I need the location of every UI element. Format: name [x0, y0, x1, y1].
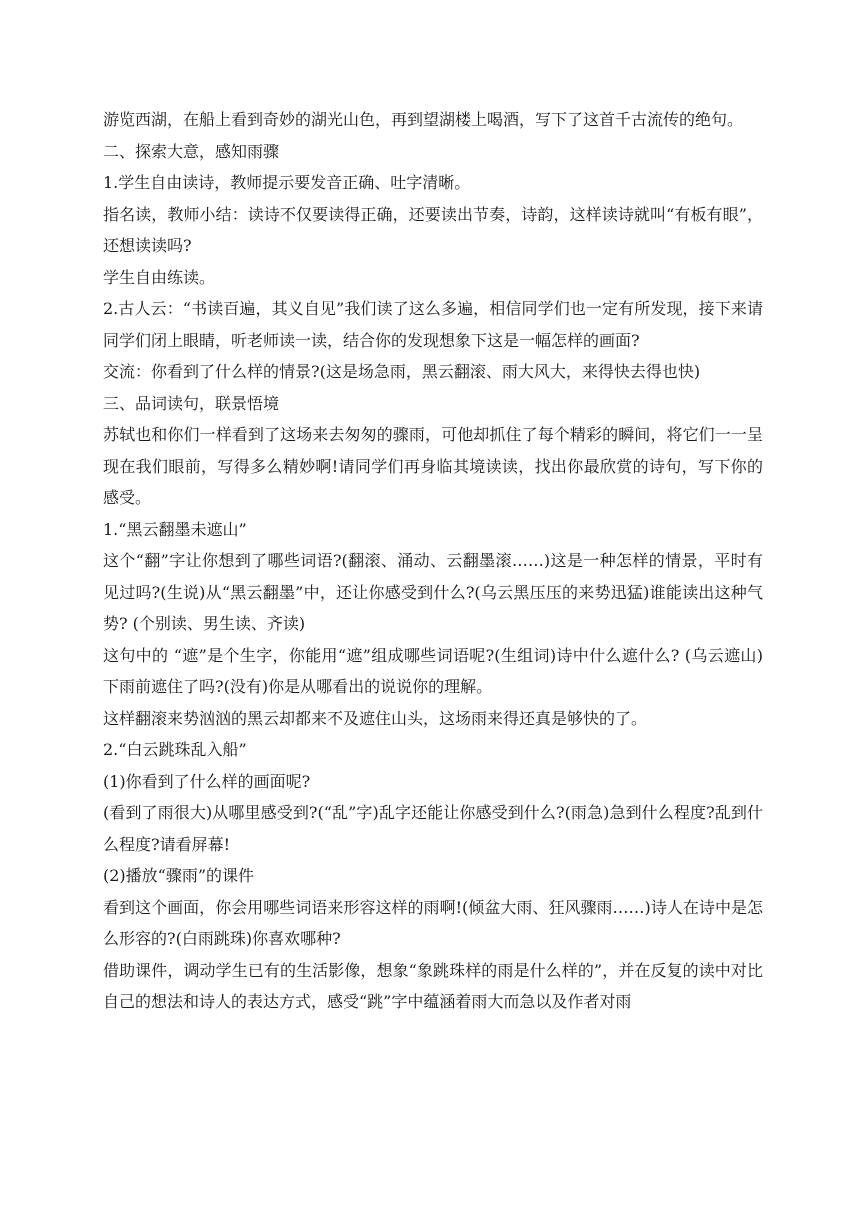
paragraph: (1)你看到了什么样的画面呢?: [103, 771, 311, 791]
section-heading-3: 三、品词读句，联景悟境: [103, 393, 280, 413]
document-body: [103, 104, 763, 1018]
paragraph: 学生自由练读。: [103, 267, 216, 287]
paragraph: 看到这个画面，你会用哪些词语来形容这样的雨啊!(倾盆大雨、狂风骤雨……)诗人在诗中是怎么形容的?(白雨跳珠)你喜欢哪种?: [103, 897, 763, 948]
paragraph: 1.学生自由读诗，教师提示要发音正确、吐字清晰。: [103, 173, 471, 192]
paragraph: 交流：你看到了什么样的情景?(这是场急雨，黑云翻滚、雨大风大，来得快去得也快): [103, 362, 701, 381]
paragraph-intro-end: 游览西湖，在船上看到奇妙的湖光山色，再到望湖楼上喝酒，写下了这首千古流传的绝句。: [103, 110, 744, 129]
paragraph: 2.古人云：“书读百遍，其义自见”我们读了这么多遍，相信同学们也一定有所发现，接下来请同学们闭上眼睛，听老师读一读，结合你的发现想象下这是一幅怎样的画面?: [103, 299, 763, 350]
section-heading-2: 二、探索大意，感知雨骤: [103, 141, 280, 161]
subheading-1: 1.“黑云翻墨未遮山”: [103, 519, 247, 539]
paragraph: 借助课件，调动学生已有的生活影像，想象“象跳珠样的雨是什么样的”，并在反复的读中对比自己的想法和诗人的表达方式，感受“跳”字中蕴涵着雨大而急以及作者对雨: [103, 960, 763, 1011]
paragraph: (看到了雨很大)从哪里感受到?(“乱”字)乱字还能让你感受到什么?(雨急)急到什么程度?乱到什么程度?请看屏幕!: [103, 803, 763, 854]
paragraph: 这样翻滚来势汹汹的黑云却都来不及遮住山头，这场雨来得还真是够快的了。: [103, 708, 648, 728]
paragraph: 苏轼也和你们一样看到了这场来去匆匆的骤雨，可他却抓住了每个精彩的瞬间，将它们一一呈现在我们眼前，写得多么精妙啊!请同学们再身临其境读读，找出你最欣赏的诗句，写下你的感受。: [103, 425, 763, 507]
paragraph: 这句中的 “遮”是个生字，你能用“遮”组成哪些词语呢?(生组词)诗中什么遮什么? (乌云遮山)下雨前遮住了吗?(没有)你是从哪看出的说说你的理解。: [103, 645, 763, 696]
subheading-2: 2.“白云跳珠乱入船”: [103, 740, 247, 759]
paragraph: 指名读，教师小结：读诗不仅要读得正确，还要读出节奏，诗韵，这样读诗就叫“有板有眼”，还想读读吗?: [103, 204, 763, 255]
paragraph: (2)播放“骤雨”的课件: [103, 866, 255, 885]
paragraph: 这个“翻”字让你想到了哪些词语?(翻滚、涌动、云翻墨滚……)这是一种怎样的情景，平时有见过吗?(生说)从“黑云翻墨”中，还让你感受到什么?(乌云黑压压的来势迅猛)谁能读出这种气势? (个别读、男生读、齐读): [103, 551, 763, 633]
